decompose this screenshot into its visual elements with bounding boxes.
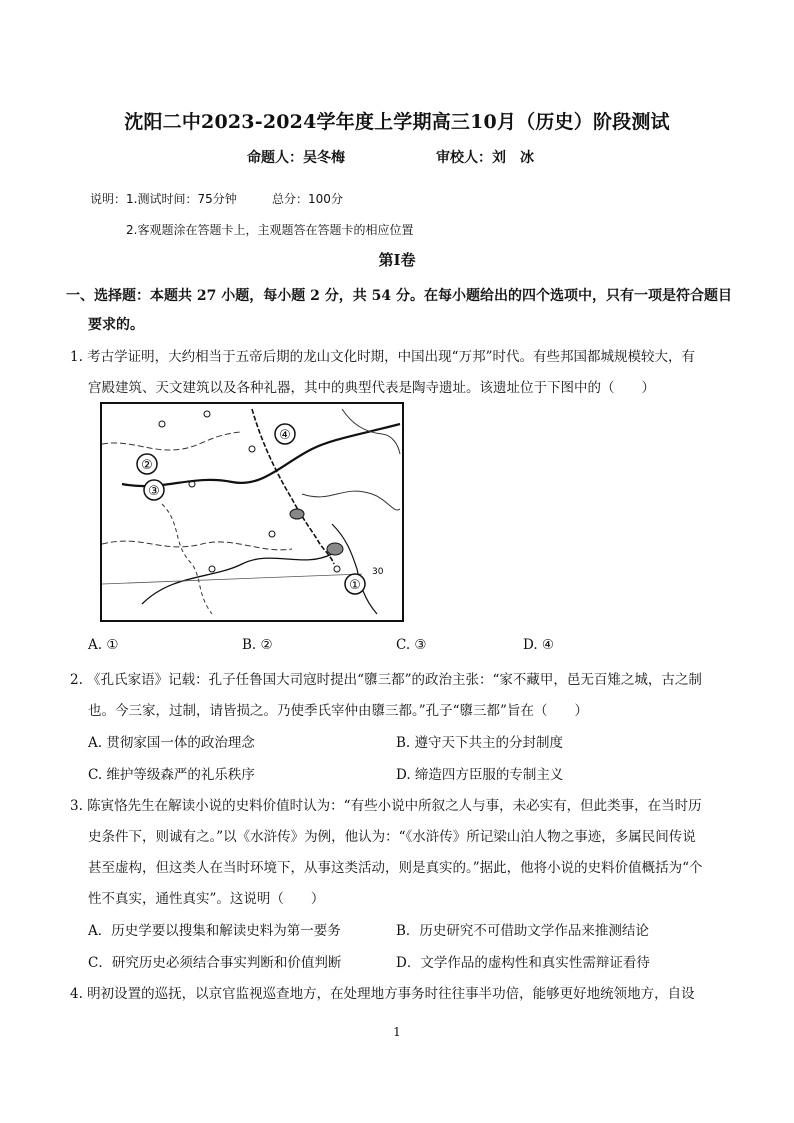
q1-text-line1: 1. 考古学证明，大约相当于五帝后期的龙山文化时期，中国出现“万邦”时代。有些邦国都城规模较大，有 <box>70 349 695 365</box>
section-heading: 一、选择题：本题共 27 小题，每小题 2 分，共 54 分。在每小题给出的四个选项中，只有一项是符合题目 <box>66 288 732 304</box>
notes-answer-instruction: 2.客观题涂在答题卡上，主观题答在答题卡的相应位置 <box>126 223 414 237</box>
yellow-river-line <box>122 424 400 486</box>
q1-option-c[interactable]: C. ③ <box>396 637 427 653</box>
marker-3: ③ <box>148 484 160 499</box>
marker-1: ① <box>349 578 361 593</box>
q2-option-b[interactable]: B. 遵守天下共主的分封制度 <box>396 735 564 751</box>
border-line-4 <box>342 409 400 454</box>
section-heading-cont: 要求的。 <box>88 317 144 333</box>
map-drawing <box>102 404 402 620</box>
marker-2: ② <box>141 458 153 473</box>
q3-option-d[interactable]: D．文学作品的虚构性和真实性需辩证看待 <box>396 955 650 971</box>
lake-2 <box>327 543 343 555</box>
page-title: 沈阳二中2023-2024学年度上学期高三10月（历史）阶段测试 <box>124 111 670 133</box>
border-line-3 <box>162 504 212 614</box>
q3-text-line1: 3. 陈寅恪先生在解读小说的史料价值时认为：“有些小说中所叙之人与事，未必实有，但此类事，在当时历 <box>70 798 702 814</box>
notes-time: 1.测试时间：75分钟 <box>126 192 237 206</box>
city-dot <box>269 531 275 537</box>
city-dot <box>209 566 215 572</box>
q1-option-d[interactable]: D. ④ <box>523 637 555 653</box>
q2-text-line2: 也。今三家，过制，请皆损之。乃使季氏宰仲由隳三都。”孔子“隳三都”旨在（ ） <box>88 703 588 719</box>
page-number: 1 <box>393 1025 401 1039</box>
q3-option-b[interactable]: B．历史研究不可借助文学作品来推测结论 <box>396 923 649 939</box>
marker-4: ④ <box>279 428 291 443</box>
part-title: 第Ⅰ卷 <box>378 251 416 269</box>
latitude-line <box>102 574 362 584</box>
city-dot <box>204 411 210 417</box>
q1-map <box>100 402 404 622</box>
q3-text-line4: 性不真实，通性真实”。这说明（ ） <box>88 891 325 907</box>
q3-text-line3: 甚至虚构，但这类人在当时环境下，从事这类活动，则是真实的。”据此，他将小说的史料价值概括为“个 <box>88 860 703 876</box>
q4-text-line1: 4. 明初设置的巡抚，以京官监视巡查地方，在处理地方事务时往往事半功倍，能够更好地统领地方，自设 <box>70 986 695 1002</box>
lake-1 <box>290 509 304 519</box>
city-dot <box>334 566 340 572</box>
notes-label: 说明： <box>90 192 127 206</box>
reviewer-label: 审校人：刘 冰 <box>436 150 534 166</box>
setter-label: 命题人：吴冬梅 <box>247 150 345 166</box>
q3-option-a[interactable]: A．历史学要以搜集和解读史料为第一要务 <box>88 923 341 939</box>
latitude-label: 30 <box>372 567 384 577</box>
q2-option-d[interactable]: D. 缔造四方臣服的专制主义 <box>396 767 564 783</box>
q1-option-b[interactable]: B. ② <box>242 637 273 653</box>
coast-line-2 <box>332 524 377 614</box>
border-line-2 <box>102 541 292 550</box>
notes-score: 总分：100分 <box>272 192 343 206</box>
border-line-1 <box>102 432 242 450</box>
city-dot <box>249 446 255 452</box>
q1-text-line2: 宫殿建筑、天文建筑以及各种礼器，其中的典型代表是陶寺遗址。该遗址位于下图中的（ ） <box>88 380 655 396</box>
coast-line-1 <box>302 491 400 510</box>
q3-option-c[interactable]: C．研究历史必须结合事实判断和价值判断 <box>88 955 342 971</box>
q2-option-a[interactable]: A. 贯彻家国一体的政治理念 <box>88 735 255 751</box>
q2-option-c[interactable]: C. 维护等级森严的礼乐秩序 <box>88 767 255 783</box>
q1-option-a[interactable]: A. ① <box>88 637 119 653</box>
q3-text-line2: 史条件下，则诚有之。”以《水浒传》为例，他认为：“《水浒传》所记梁山泊人物之事迹，多属民间传说 <box>88 829 696 845</box>
city-dot <box>159 421 165 427</box>
q2-text-line1: 2. 《孔氏家语》记载：孔子任鲁国大司寇时提出“隳三都”的政治主张：“家不藏甲，邑无百雉之城，古之制 <box>70 672 702 688</box>
